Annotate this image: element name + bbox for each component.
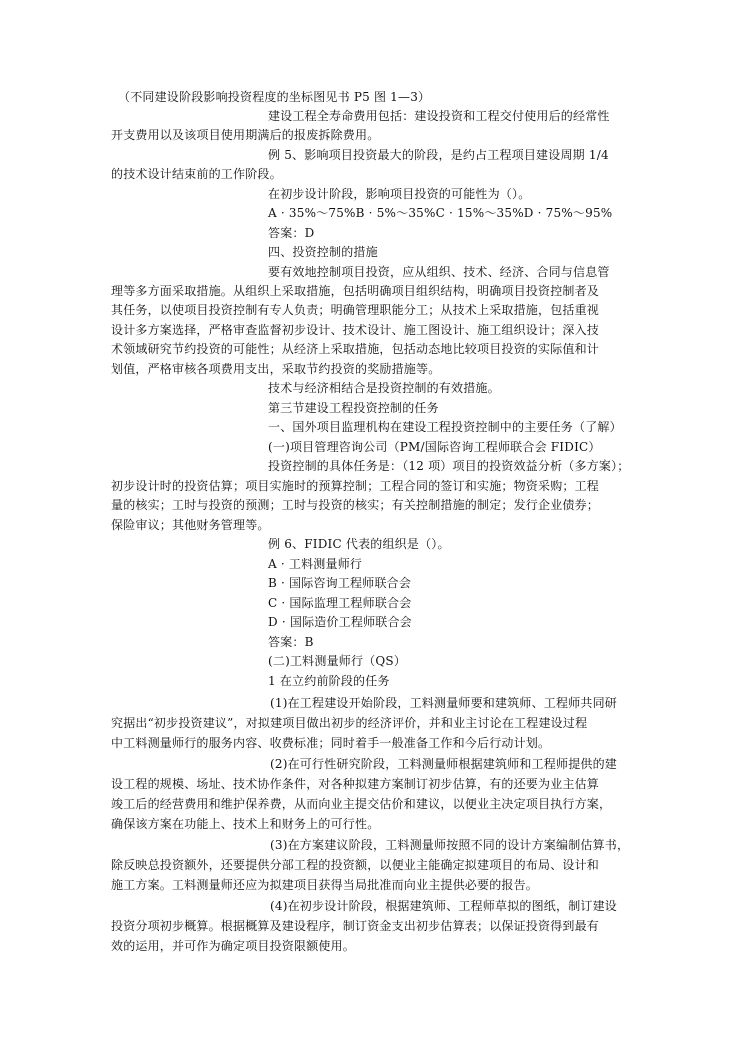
text-line-5: 的技术设计结束前的工作阶段。 <box>111 167 282 181</box>
text-line-4: 例 5、影响项目投资最大的阶段，是约占工程项目建设周期 1/4 <box>268 148 609 162</box>
text-line-10: 要有效地控制项目投资，应从组织、技术、经济、合同与信息管 <box>268 265 610 279</box>
text-line-40: 除反映总投资额外，还要提供分部工程的投资额，以便业主能确定拟建项目的布局、设计和 <box>111 858 600 872</box>
text-line-3: 开支费用以及该项目使用期满后的报废拆除费用。 <box>111 128 380 142</box>
text-line-7: A · 35%～75%B · 5%～35%C · 15%～35%D · 75%～95% <box>268 206 613 220</box>
text-line-20: 投资控制的具体任务是：（12 项）项目的投资效益分析（多方案）； <box>268 459 630 473</box>
text-line-6: 在初步设计阶段，影响项目投资的可能性为（）。 <box>268 187 531 201</box>
text-line-12: 其任务，以使项目投资控制有专人负责；明确管理职能分工；从技术上采取措施，包括重视 <box>111 303 600 317</box>
text-line-32: (1)在工程建设开始阶段，工料测量师要和建筑师、工程师共同研 <box>270 696 618 710</box>
text-line-14: 术领域研究节约投资的可能性；从经济上采取措施，包括动态地比较项目投资的实际值和计 <box>111 342 600 356</box>
text-line-1: （不同建设阶段影响投资程度的坐标图见书 P5 图 1—3） <box>118 90 431 104</box>
text-line-22: 量的核实；工时与投资的预测；工时与投资的核实；有关控制措施的制定；发行企业债券； <box>111 498 600 512</box>
text-line-36: 设工程的规模、场址、技术协作条件，对各种拟建方案制订初步估算，有的还要为业主估算 <box>111 777 600 791</box>
text-line-26: B · 国际咨询工程师联合会 <box>268 576 412 590</box>
text-line-2: 建设工程全寿命费用包括：建设投资和工程交付使用后的经常性 <box>268 109 610 123</box>
text-line-19: (一)项目管理咨询公司（PM/国际咨询工程师联合会 FIDIC） <box>268 440 601 454</box>
text-line-43: 投资分项初步概算。根据概算及建设程序，制订资金支出初步估算表；以保证投资得到最有 <box>111 919 600 933</box>
text-line-25: A · 工料测量师行 <box>268 557 363 571</box>
text-line-24: 例 6、FIDIC 代表的组织是（）。 <box>268 537 450 551</box>
text-line-8: 答案：D <box>268 226 315 240</box>
text-line-41: 施工方案。工料测量师还应为拟建项目获得当局批准而向业主提供必要的报告。 <box>111 878 539 892</box>
text-line-11: 理等多方面采取措施。从组织上采取措施，包括明确项目组织结构，明确项目投资控制者及 <box>111 284 600 298</box>
text-line-18: 一、国外项目监理机构在建设工程投资控制中的主要任务（了解） <box>268 420 622 434</box>
text-line-35: (2)在可行性研究阶段，工料测量师根据建筑师和工程师提供的建 <box>270 757 618 771</box>
text-line-15: 划值，严格审核各项费用支出，采取节约投资的奖励措施等。 <box>111 362 441 376</box>
text-line-27: C · 国际监理工程师联合会 <box>268 596 412 610</box>
text-line-23: 保险审议；其他财务管理等。 <box>111 518 270 532</box>
text-line-39: (3)在方案建议阶段，工料测量师按照不同的设计方案编制估算书， <box>270 838 630 852</box>
text-line-42: (4)在初步设计阶段，根据建筑师、工程师草拟的图纸，制订建设 <box>270 899 618 913</box>
text-line-21: 初步设计时的投资估算；项目实施时的预算控制；工程合同的签订和实施；物资采购；工程 <box>111 479 600 493</box>
text-line-28: D · 国际造价工程师联合会 <box>268 615 412 629</box>
text-line-44: 效的运用，并可作为确定项目投资限额使用。 <box>111 939 356 953</box>
text-line-31: 1 在立约前阶段的任务 <box>268 674 390 688</box>
text-line-37: 竣工后的经营费用和维护保养费，从而向业主提交估价和建议，以便业主决定项目执行方案， <box>111 797 612 811</box>
text-line-13: 设计多方案选择，严格审查监督初步设计、技术设计、施工图设计、施工组织设计；深入技 <box>111 323 600 337</box>
text-line-17: 第三节建设工程投资控制的任务 <box>268 401 439 415</box>
text-line-34: 中工料测量师行的服务内容、收费标准；同时着手一般准备工作和今后行动计划。 <box>111 736 551 750</box>
text-line-30: (二)工料测量师行（QS） <box>268 654 407 668</box>
text-line-33: 究据出“初步投资建议”，对拟建项目做出初步的经济评价，并和业主讨论在工程建设过程 <box>111 716 588 730</box>
text-line-9: 四、投资控制的措施 <box>268 245 378 259</box>
text-line-16: 技术与经济相结合是投资控制的有效措施。 <box>268 381 500 395</box>
text-line-38: 确保该方案在功能上、技术上和财务上的可行性。 <box>111 817 380 831</box>
text-line-29: 答案：B <box>268 635 314 649</box>
